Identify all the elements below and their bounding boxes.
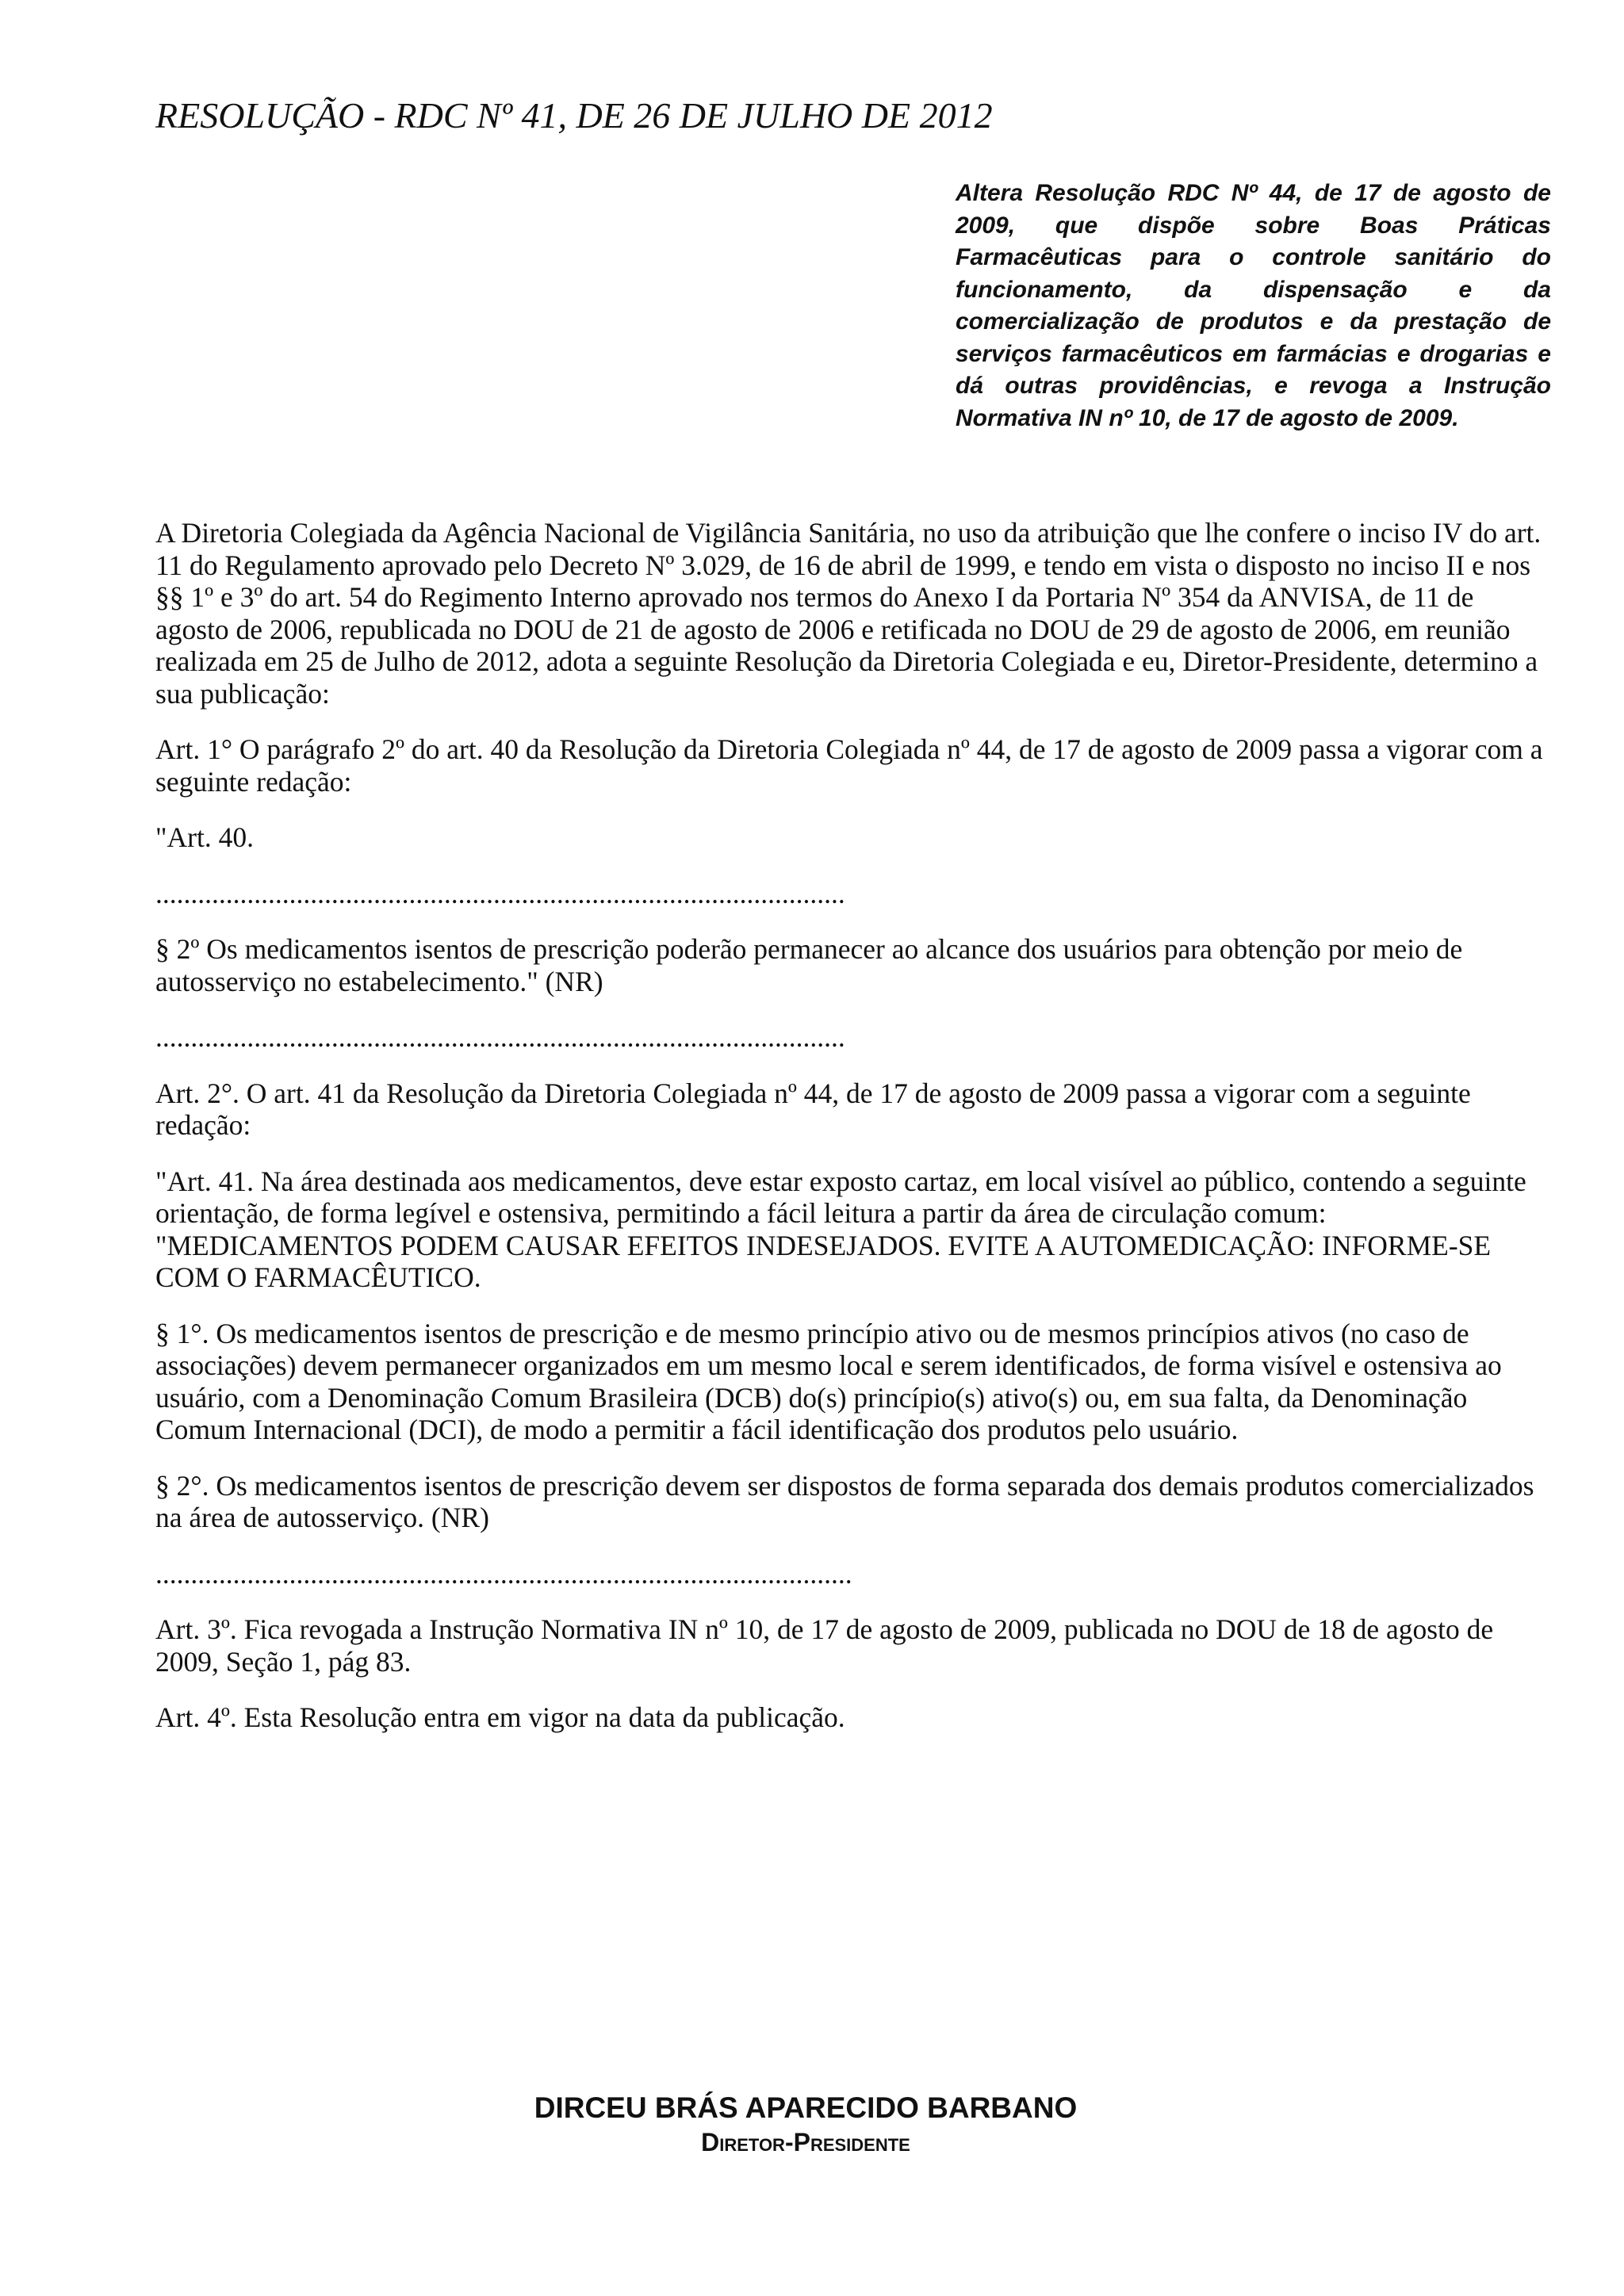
- article-2: Art. 2°. O art. 41 da Resolução da Diretoria Colegiada nº 44, de 17 de agosto de 2009 passa a vigorar com a seguinte redação:: [155, 1077, 1471, 1141]
- article-1: Art. 1° O parágrafo 2º do art. 40 da Resolução da Diretoria Colegiada nº 44, de 17 de agosto de 2009 passa a vigorar com a seguinte redação:: [155, 733, 1543, 798]
- article-41-paragraph-1: § 1°. Os medicamentos isentos de prescrição e de mesmo princípio ativo ou de mesmos princípios ativos (no caso de associações) devem permanecer organizados em um mesmo local e serem identificados, de forma visível e ostensiva ao usuário, com a Denominação Comum Brasileira (DCB) do(s) princípio(s) ativo(s) ou, em sua falta, da Denominação Comum Internacional (DCI), de modo a permitir a fácil identificação dos produtos pelo usuário.: [155, 1317, 1502, 1445]
- signatory-role: Diretor-Presidente: [701, 2128, 910, 2156]
- ellipsis-divider: ..................................................................................................: [155, 1021, 845, 1053]
- article-40-heading: "Art. 40.: [155, 821, 254, 853]
- ementa-summary: Altera Resolução RDC Nº 44, de 17 de agosto de 2009, que dispõe sobre Boas Práticas Farmacêuticas para o controle sanitário do funcionamento, da dispensação e da comercialização de produtos e da prestação de serviços farmacêuticos em farmácias e drogarias e dá outras providências, e revoga a Instrução Normativa IN nº 10, de 17 de agosto de 2009.: [956, 180, 1551, 431]
- signatory-name: DIRCEU BRÁS APARECIDO BARBANO: [534, 2091, 1078, 2124]
- document-title: RESOLUÇÃO - RDC Nº 41, DE 26 DE JULHO DE 2012: [155, 95, 993, 136]
- ellipsis-divider: ...................................................................................................: [155, 1557, 852, 1590]
- preamble-paragraph: A Diretoria Colegiada da Agência Nacional de Vigilância Sanitária, no uso da atribuição que lhe confere o inciso IV do art. 11 do Regulamento aprovado pelo Decreto Nº 3.029, de 16 de abril de 1999, e tendo em vista o disposto no inciso II e nos §§ 1º e 3º do art. 54 do Regimento Interno aprovado nos termos do Anexo I da Portaria Nº 354 da ANVISA, de 11 de agosto de 2006, republicada no DOU de 21 de agosto de 2006 e retificada no DOU de 29 de agosto de 2006, em reunião realizada em 25 de Julho de 2012, adota a seguinte Resolução da Diretoria Colegiada e eu, Diretor-Presidente, determino a sua publicação:: [155, 517, 1542, 710]
- resolution-body: [155, 517, 1551, 1758]
- article-41-paragraph-2: § 2°. Os medicamentos isentos de prescrição devem ser dispostos de forma separada dos demais produtos comercializados na área de autosserviço. (NR): [155, 1469, 1534, 1533]
- article-4: Art. 4º. Esta Resolução entra em vigor na data da publicação.: [155, 1701, 845, 1733]
- signature-block: [155, 2090, 1456, 2158]
- article-40-paragraph-2: § 2º Os medicamentos isentos de prescrição poderão permanecer ao alcance dos usuários para obtenção por meio de autosserviço no estabelecimento." (NR): [155, 933, 1463, 997]
- ellipsis-divider: ..................................................................................................: [155, 877, 845, 909]
- article-3: Art. 3º. Fica revogada a Instrução Normativa IN nº 10, de 17 de agosto de 2009, publicada no DOU de 18 de agosto de 2009, Seção 1, pág 83.: [155, 1613, 1494, 1678]
- article-41-text: "Art. 41. Na área destinada aos medicamentos, deve estar exposto cartaz, em local visível ao público, contendo a seguinte orientação, de forma legível e ostensiva, permitindo a fácil leitura a partir da área de circulação comum: "MEDICAMENTOS PODEM CAUSAR EFEITOS INDESEJADOS. EVITE A AUTOMEDICAÇÃO: INFORME-SE COM O FARMACÊUTICO.: [155, 1165, 1526, 1293]
